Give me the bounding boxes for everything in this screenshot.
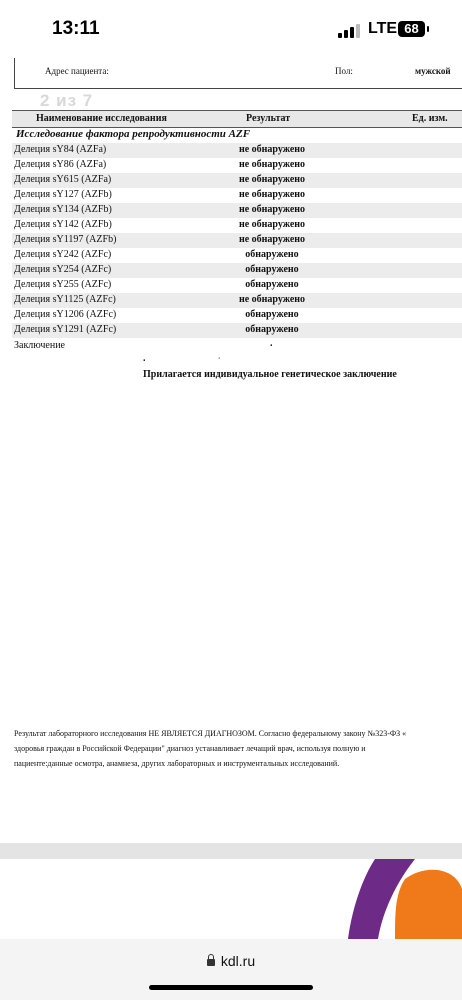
test-name: Делеция sY1291 (AZFc) <box>14 324 117 335</box>
test-name: Делеция sY1206 (AZFc) <box>14 309 117 320</box>
page-indicator: 2 из 7 <box>40 91 94 110</box>
test-result: обнаружено <box>245 264 299 275</box>
column-header-unit: Ед. изм. <box>412 113 448 124</box>
results-table-header <box>12 110 462 128</box>
test-name: Делеция sY84 (AZFa) <box>14 144 107 155</box>
test-result: не обнаружено <box>238 144 306 155</box>
test-name: Делеция sY255 (AZFc) <box>14 279 112 290</box>
patient-info-box <box>14 58 462 89</box>
disclaimer-line: Результат лабораторного исследования НЕ ЯВЛЯЕТСЯ ДИАГНОЗОМ. Согласно федеральному закону №323-ФЗ « <box>14 729 407 738</box>
test-name: Делеция sY615 (AZFa) <box>14 174 112 185</box>
lock-icon <box>207 959 215 966</box>
test-result: обнаружено <box>245 279 299 290</box>
test-result: не обнаружено <box>238 294 306 305</box>
test-result: не обнаружено <box>238 234 306 245</box>
test-result: не обнаружено <box>238 174 306 185</box>
battery-icon: 68 <box>398 21 425 37</box>
results-table <box>12 143 462 338</box>
test-result: обнаружено <box>245 309 299 320</box>
sex-value: мужской <box>415 66 451 76</box>
conclusion-label: Заключение <box>14 340 65 351</box>
conclusion-dot: . <box>270 338 273 349</box>
test-result: обнаружено <box>245 324 299 335</box>
document-page[interactable] <box>0 58 462 848</box>
next-page-preview[interactable] <box>0 859 462 939</box>
battery-cap <box>427 26 429 32</box>
table-row <box>12 173 462 188</box>
url-text: kdl.ru <box>220 953 256 969</box>
test-result: не обнаружено <box>238 219 306 230</box>
test-name: Делеция sY127 (AZFb) <box>14 189 112 200</box>
test-result: не обнаружено <box>238 189 306 200</box>
test-name: Делеция sY1197 (AZFb) <box>14 234 117 245</box>
test-name: Делеция sY142 (AZFb) <box>14 219 112 230</box>
column-header-name: Наименование исследования <box>36 113 167 124</box>
attachment-note: Прилагается индивидуальное генетическое заключение <box>143 369 397 380</box>
table-row <box>12 218 462 233</box>
test-name: Делеция sY1125 (AZFc) <box>14 294 116 305</box>
kdl-logo-icon <box>0 859 462 939</box>
test-result: не обнаружено <box>238 159 306 170</box>
disclaimer-line: пациенте:данные осмотра, анамнеза, других лабораторных и инструментальных исследований. <box>14 759 340 768</box>
sex-label: Пол: <box>335 66 353 76</box>
url-display[interactable] <box>0 953 462 969</box>
test-name: Делеция sY242 (AZFc) <box>14 249 112 260</box>
table-row <box>12 248 462 263</box>
table-row <box>12 143 462 158</box>
table-row <box>12 293 462 308</box>
table-row <box>12 263 462 278</box>
test-name: Делеция sY86 (AZFa) <box>14 159 107 170</box>
conclusion-dot: . <box>143 353 146 364</box>
table-row <box>12 203 462 218</box>
test-name: Делеция sY254 (AZFc) <box>14 264 112 275</box>
test-result: обнаружено <box>245 249 299 260</box>
page-gap <box>0 843 462 859</box>
test-result: не обнаружено <box>238 204 306 215</box>
table-row <box>12 158 462 173</box>
network-type: LTE <box>368 20 398 37</box>
signal-icon <box>338 24 360 38</box>
address-label: Адрес пациента: <box>45 66 109 76</box>
disclaimer <box>14 726 462 771</box>
table-row <box>12 308 462 323</box>
test-name: Делеция sY134 (AZFb) <box>14 204 112 215</box>
table-row <box>12 233 462 248</box>
browser-address-bar[interactable] <box>0 939 462 1000</box>
conclusion-dot: . <box>218 351 221 362</box>
status-time: 13:11 <box>52 18 100 39</box>
table-row <box>12 188 462 203</box>
table-row <box>12 323 462 338</box>
status-bar <box>0 0 462 58</box>
disclaimer-line: здоровья граждан в Российской Федерации" диагноз устанавливает лечащий врач, используя полную и <box>14 744 366 753</box>
table-row <box>12 278 462 293</box>
column-header-result: Результат <box>246 113 291 124</box>
home-indicator[interactable] <box>149 985 313 990</box>
section-title: Исследование фактора репродуктивности AZF <box>16 128 251 140</box>
